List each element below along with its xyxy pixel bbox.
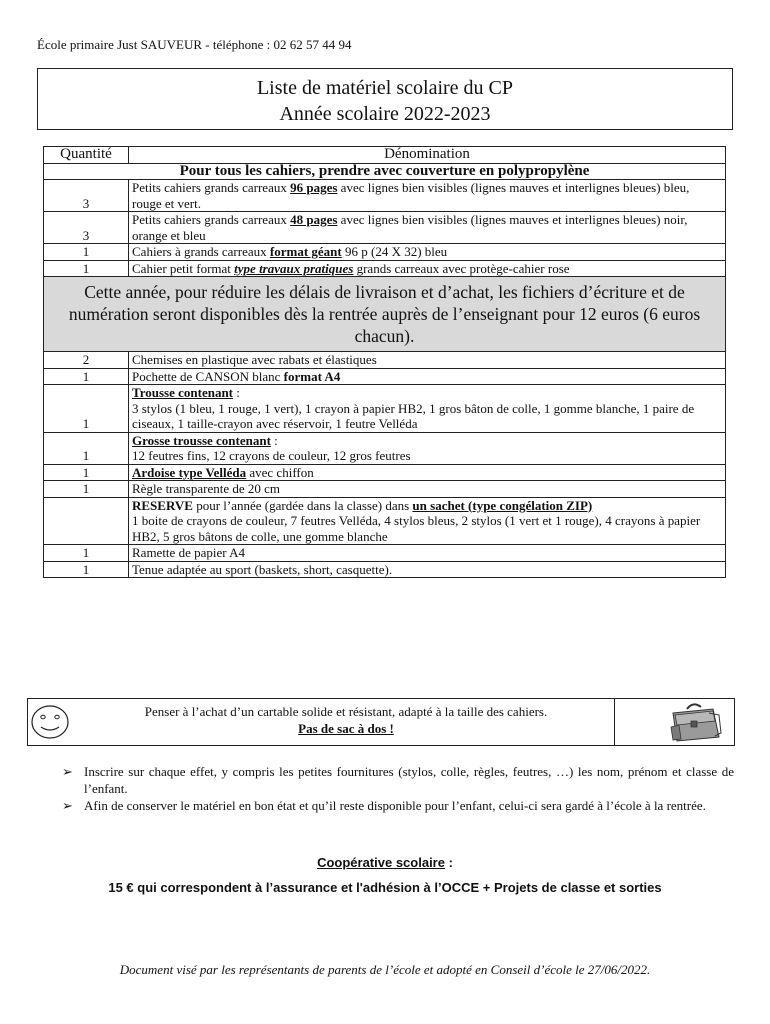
row-title-sep: :: [270, 432, 278, 448]
title-line-1: Liste de matériel scolaire du CP: [256, 77, 514, 99]
row-text-pre: Cahier petit format: [132, 260, 235, 276]
row-title: Grosse trousse contenant: [132, 432, 271, 448]
table-row: [44, 432, 726, 464]
cooperative-title-text: Coopérative scolaire: [317, 855, 445, 870]
row-text: Règle transparente de 20 cm: [129, 481, 726, 498]
row-text: [129, 260, 726, 277]
supplies-table: [43, 146, 726, 578]
list-item-text: Afin de conserver le matériel en bon état et qu’il reste disponible pour l’enfant, celui-ci sera gardé à l’école à la rentrée.: [84, 798, 706, 813]
row-text: [129, 464, 726, 481]
row-text: Ramette de papier A4: [129, 545, 726, 562]
table-row: [44, 212, 726, 244]
row-detail: 12 feutres fins, 12 crayons de couleur, 12 gros feutres: [132, 448, 411, 463]
table-row: [44, 260, 726, 277]
smiley-face-icon: [30, 704, 70, 740]
arrow-bullet-icon: ➢: [62, 798, 73, 813]
row-text-pre: Petits cahiers grands carreaux: [132, 212, 291, 227]
table-row: [44, 180, 726, 212]
row-qty: 1: [44, 244, 129, 261]
row-text: [129, 180, 726, 212]
table-row: [44, 352, 726, 369]
row-text-mid: pour l’année (gardée dans la classe) dans: [192, 497, 413, 513]
row-text-pre: Cahiers à grands carreaux: [132, 244, 270, 259]
table-row: [44, 497, 726, 545]
row-text-pre: Petits cahiers grands carreaux: [132, 180, 291, 195]
table-row: [44, 244, 726, 261]
notice-text: Cette année, pour réduire les délais de livraison et d’achat, les fichiers d’écriture et de numération seront disponibles dès la rentrée auprès de l’enseignant pour 12 euros (6 euros chacun).: [44, 277, 726, 352]
section-row: [44, 163, 726, 180]
row-text: Chemises en plastique avec rabats et élastiques: [129, 352, 726, 369]
row-text: [129, 212, 726, 244]
column-header-quantity: Quantité: [44, 147, 129, 164]
table-row: [44, 545, 726, 562]
row-qty: 1: [44, 481, 129, 498]
title-box: [37, 68, 733, 130]
row-text-emphasis: 48 pages: [290, 212, 338, 227]
cartable-advice: Penser à l’achat d’un cartable solide et résistant, adapté à la taille des cahiers.: [144, 704, 548, 719]
arrow-bullet-icon: ➢: [62, 764, 73, 779]
row-text-emphasis: type travaux pratiques: [234, 260, 354, 276]
table-row: [44, 464, 726, 481]
row-qty: 1: [44, 368, 129, 385]
cartable-warning: Pas de sac à dos !: [298, 721, 394, 736]
row-text-post: avec lignes bien visibles (lignes mauves et interlignes bleues) noir, orange et bleu: [132, 212, 688, 243]
table-row: [44, 368, 726, 385]
row-qty: [44, 497, 129, 545]
list-item: [62, 763, 734, 797]
cooperative-text: 15 € qui correspondent à l’assurance et l'adhésion à l’OCCE + Projets de classe et sorties: [108, 880, 662, 895]
row-text-emphasis-2: un sachet (type congélation ZIP): [412, 497, 593, 513]
row-text: [129, 385, 726, 433]
row-qty: 1: [44, 561, 129, 578]
row-title-sep: :: [233, 385, 240, 400]
school-header: École primaire Just SAUVEUR - téléphone : 02 62 57 44 94: [37, 37, 352, 52]
row-qty: 1: [44, 464, 129, 481]
cartable-box: [27, 698, 735, 746]
row-qty: 3: [44, 212, 129, 244]
row-qty: 1: [44, 260, 129, 277]
row-text-post: avec lignes bien visibles (lignes mauves et interlignes bleues) bleu, rouge et vert.: [132, 180, 690, 211]
table-row: [44, 561, 726, 578]
row-qty: 1: [44, 545, 129, 562]
row-text: [129, 368, 726, 385]
row-qty: 2: [44, 352, 129, 369]
row-text: [129, 497, 726, 545]
notice-row: [44, 277, 726, 352]
row-text-emphasis: 96 pages: [290, 180, 338, 195]
row-text-emphasis: format géant: [269, 244, 342, 259]
instructions-list: [62, 763, 734, 814]
row-text-emphasis: Ardoise type Velléda: [132, 464, 247, 480]
divider: [614, 699, 615, 745]
table-header-row: [44, 147, 726, 164]
row-qty: 1: [44, 432, 129, 464]
footer-note: Document visé par les représentants de parents de l’école et adopté en Conseil d’école le 27/06/2022.: [119, 962, 651, 977]
row-text-post: grands carreaux avec protège-cahier rose: [353, 260, 570, 276]
list-item: [62, 797, 734, 814]
row-qty: 1: [44, 385, 129, 433]
row-text-emphasis: RESERVE: [132, 497, 193, 513]
section-title: Pour tous les cahiers, prendre avec couverture en polypropylène: [44, 163, 726, 180]
row-text-emphasis: format A4: [283, 368, 341, 384]
row-text: [129, 244, 726, 261]
row-text-pre: Pochette de CANSON blanc: [132, 368, 284, 384]
row-text-post: 96 p (24 X 32) bleu: [341, 244, 448, 259]
cooperative-title: [0, 855, 770, 870]
row-title: Trousse contenant: [132, 385, 233, 400]
title-line-2: Année scolaire 2022-2023: [279, 103, 491, 125]
row-detail: 1 boite de crayons de couleur, 7 feutres Velléda, 4 stylos bleus, 2 stylos (1 vert et 1 rouge), 4 crayons à papier HB2, 5 gros bâtons de colle, une gomme blanche: [132, 513, 701, 544]
row-text: [129, 432, 726, 464]
row-detail: 3 stylos (1 bleu, 1 rouge, 1 vert), 1 crayon à papier HB2, 1 gros bâton de colle, 1 gomme blanche, 1 paire de ciseaux, 1 taille-crayon avec réservoir, 1 feutre Velléda: [132, 400, 695, 431]
cartable-text: [80, 703, 612, 737]
row-text: Tenue adaptée au sport (baskets, short, casquette).: [129, 561, 726, 578]
cooperative-title-colon: :: [444, 855, 453, 870]
list-item-text: Inscrire sur chaque effet, y compris les petites fournitures (stylos, colle, règles, feutres, …) les nom, prénom et classe de l’enfant.: [84, 764, 734, 796]
row-text-post: avec chiffon: [246, 464, 314, 480]
column-header-name: Dénomination: [129, 147, 726, 164]
table-row: [44, 385, 726, 433]
school-bag-icon: [665, 703, 723, 743]
row-qty: 3: [44, 180, 129, 212]
table-row: [44, 481, 726, 498]
